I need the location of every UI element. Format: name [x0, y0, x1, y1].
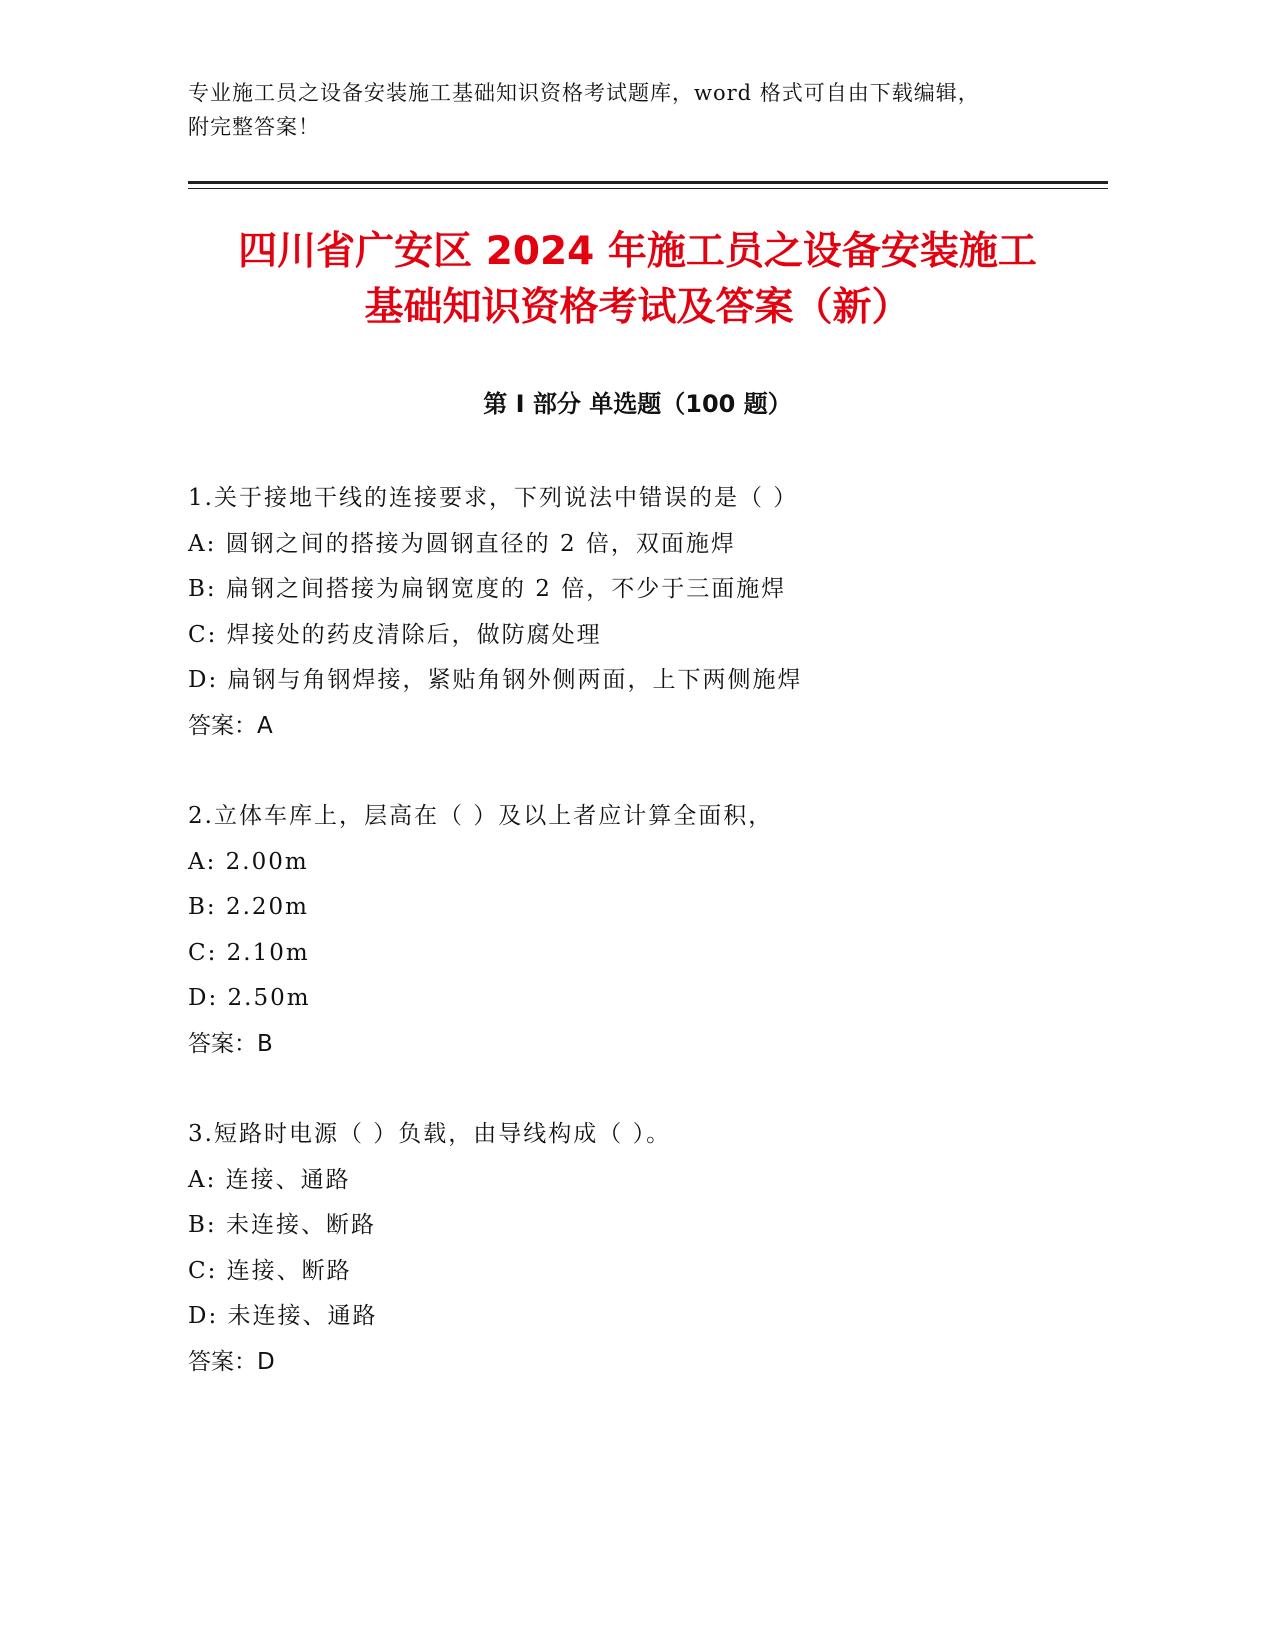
question-stem: 1.关于接地干线的连接要求，下列说法中错误的是（ ）	[188, 485, 799, 511]
header-divider-thick	[188, 181, 1108, 184]
option-a: A: 连接、通路	[188, 1166, 351, 1193]
option-d: D: 2.50m	[188, 985, 311, 1011]
option-b: B: 未连接、断路	[188, 1212, 376, 1238]
answer-text: 答案：B	[188, 1030, 273, 1057]
question-stem: 2.立体车库上，层高在（ ）及以上者应计算全面积，	[188, 803, 774, 829]
option-c: C: 焊接处的药皮清除后，做防腐处理	[188, 621, 602, 648]
title-line-1: 四川省广安区 2024 年施工员之设备安装施工	[238, 229, 1037, 274]
intro-line-1: 专业施工员之设备安装施工基础知识资格考试题库，word 格式可自由下载编辑，	[188, 81, 980, 105]
option-c: C: 连接、断路	[188, 1257, 352, 1284]
option-b: B: 扁钢之间搭接为扁钢宽度的 2 倍，不少于三面施焊	[188, 576, 787, 602]
option-a: A: 圆钢之间的搭接为圆钢直径的 2 倍，双面施焊	[188, 530, 736, 557]
question-stem: 3.短路时电源（ ）负载，由导线构成（ ）。	[188, 1121, 672, 1147]
title-line-2: 基础知识资格考试及答案（新）	[364, 285, 911, 330]
document-title	[150, 224, 1125, 336]
header-divider-thin	[188, 188, 1108, 189]
option-c: C: 2.10m	[188, 939, 310, 966]
option-d: D: 扁钢与角钢焊接，紧贴角钢外侧两面，上下两侧施焊	[188, 667, 803, 693]
option-d: D: 未连接、通路	[188, 1303, 378, 1329]
section-title: 第 I 部分 单选题（100 题）	[483, 390, 792, 418]
question-1	[188, 476, 1138, 749]
question-list	[188, 476, 1138, 1430]
option-b: B: 2.20m	[188, 894, 309, 920]
answer-text: 答案：D	[188, 1348, 275, 1375]
intro-text	[188, 76, 1088, 144]
intro-line-2: 附完整答案！	[188, 115, 320, 139]
answer-text: 答案：A	[188, 712, 273, 739]
question-3	[188, 1112, 1138, 1385]
option-a: A: 2.00m	[188, 848, 309, 875]
question-2	[188, 794, 1138, 1067]
